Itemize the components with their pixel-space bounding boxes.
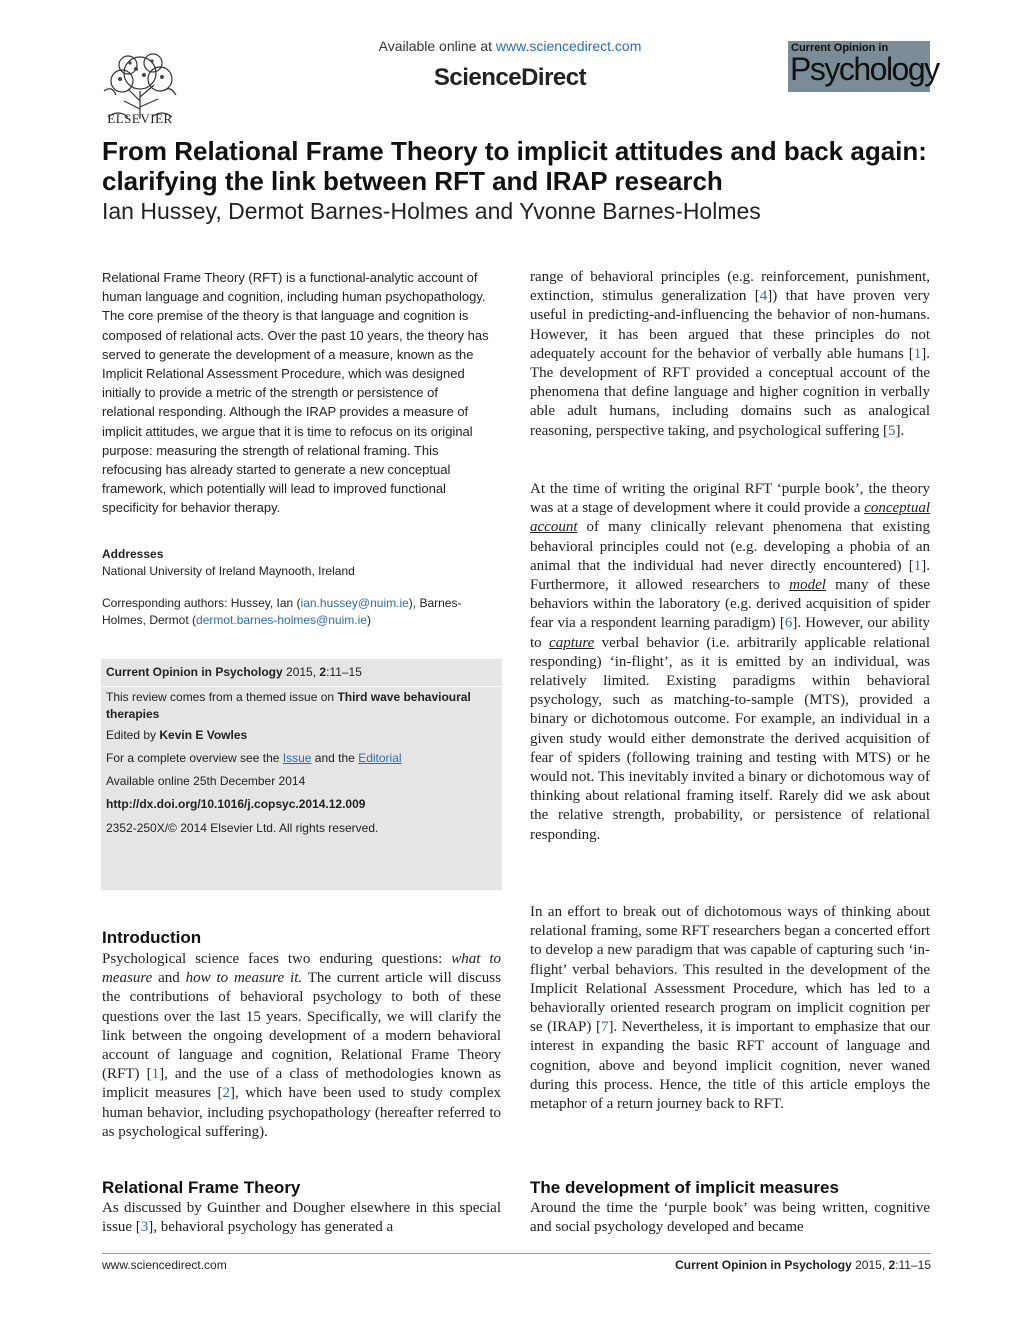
right-paragraph-1	[530, 268, 930, 441]
article-title: From Relational Frame Theory to implicit attitudes and back again: clarifying the link between RFT and IRAP research	[102, 136, 927, 196]
editor-name: Kevin E Vowles	[159, 728, 248, 742]
ref-link-4[interactable]: 4	[759, 288, 768, 305]
r2-text-c: ]. Furthermore, it allowed researchers to	[530, 557, 930, 594]
journal-badge-top: Current Opinion in	[791, 42, 889, 54]
ref-link-7[interactable]: 7	[601, 1019, 609, 1036]
right-paragraph-3	[530, 903, 930, 1114]
ref-link-1[interactable]: 1	[151, 1066, 160, 1083]
rft-paragraph	[102, 1199, 501, 1237]
introduction-heading: Introduction	[102, 928, 202, 947]
infobox-volume: 2	[319, 665, 327, 679]
footer-journal: Current Opinion in Psychology	[675, 1258, 852, 1272]
infobox-divider	[101, 686, 502, 687]
email-link-hussey[interactable]: ian.hussey@nuim.ie	[300, 596, 409, 610]
r2-text-a: At the time of writing the original RFT ‘purple book’, the theory was at a stage of development where it could provide a	[530, 481, 930, 517]
intro-text-d: ], and the use of a class of methodologies known as implicit measures [	[102, 1066, 501, 1102]
infobox-overview	[106, 750, 498, 767]
rft-text-a: As discussed by Guinther and Dougher elsewhere in this special issue [	[102, 1200, 501, 1236]
development-paragraph: Around the time the ‘purple book’ was being written, cognitive and social psychology developed and became	[530, 1200, 930, 1236]
issue-link[interactable]: Issue	[282, 751, 312, 765]
available-prefix: Available online at	[378, 38, 492, 54]
rft-heading: Relational Frame Theory	[102, 1178, 301, 1197]
footer-year: 2015,	[855, 1258, 886, 1272]
ref-link-1b[interactable]: 1	[913, 345, 922, 362]
infobox-editor	[106, 727, 498, 744]
available-online-line	[300, 38, 720, 54]
ref-link-1c[interactable]: 1	[913, 557, 922, 574]
r2-emphasis-conceptual: conceptual account	[530, 500, 930, 536]
intro-emphasis-how: how to measure it.	[185, 970, 303, 987]
introduction-paragraph	[102, 950, 501, 1142]
addresses-heading: Addresses	[102, 547, 164, 561]
r2-text-b: of many clinically relevant phenomena that existing behavioral principles could not (e.g. developing a phobia of an animal that the individual had never directly encountered) [	[530, 519, 930, 574]
ref-link-3[interactable]: 3	[140, 1219, 149, 1236]
intro-text-a: Psychological science faces two enduring questions:	[102, 951, 452, 967]
infobox-copyright: 2352-250X/© 2014 Elsevier Ltd. All rights reserved.	[106, 821, 379, 835]
r2-text-f: verbal behavior (i.e. arbitrarily applicable relational responding) ‘in-flight’, as it is emitted by an individual, was relatively limited. Existing paradigms within behavioral psychology, such as matching-to-sample (MTS), provided a binary or dichotomous outcome. For example, an individual in a given study would either demonstrate the derived acquisition of fear of spiders (following training and testing with MTS) or he would not. This inevitably invited a binary or dichotomous way of thinking about relational framing itself. Rarely did we ask about the relative strength, probability, or persistence of relational responding.	[530, 634, 930, 843]
theme-prefix: This review comes from a themed issue on	[106, 690, 335, 704]
footer-pages: :11–15	[895, 1258, 931, 1272]
corr-prefix: Corresponding authors: Hussey, Ian (	[102, 596, 301, 610]
infobox-citation	[106, 664, 498, 681]
ref-link-6[interactable]: 6	[784, 615, 793, 632]
infobox-pages: :11–15	[326, 665, 362, 679]
sciencedirect-link[interactable]: www.sciencedirect.com	[495, 38, 642, 54]
corresponding-authors	[102, 595, 494, 629]
r1-text-a: range of behavioral principles (e.g. reinforcement, punishment, extinction, stimulus generalization [	[530, 269, 930, 305]
r3-text-a: In an effort to break out of dichotomous ways of thinking about relational framing, some RFT researchers began a concerted effort to develop a new paradigm that was capable of capturing such ‘in-flight’ verbal behaviors. This resulted in the development of the Implicit Relational Assessment Procedure, which has led to a behaviorally oriented research program on implicit cognition per se (IRAP) [	[530, 904, 930, 1036]
intro-emphasis-what: what to measure	[102, 951, 501, 987]
intro-text-c: The current article will discuss the contributions of behavioral psychology to both of these questions over the last 15 years. Specifically, we will clarify the link between the ongoing development of a modern behavioral account of language and cognition, Relational Frame Theory (RFT) [	[102, 970, 501, 1083]
infobox-theme	[106, 689, 498, 723]
rft-text-b: ], behavioral psychology has generated a	[148, 1219, 394, 1236]
r2-emphasis-model: model	[789, 577, 826, 594]
footer-volume: 2	[888, 1258, 896, 1272]
overview-and: and the	[314, 751, 355, 765]
journal-badge-title: Psychology	[790, 51, 939, 87]
sciencedirect-brand: ScienceDirect	[433, 64, 587, 91]
corr-mid: ), Barnes-Holmes, Dermot (	[102, 596, 462, 627]
r1-text-d: ].	[895, 422, 905, 439]
right-paragraph-2	[530, 480, 930, 845]
email-link-barnes-holmes[interactable]: dermot.barnes-holmes@nuim.ie	[196, 613, 367, 627]
journal-cover-badge	[788, 41, 939, 92]
infobox-available: Available online 25th December 2014	[106, 774, 306, 788]
ref-link-2[interactable]: 2	[222, 1085, 231, 1102]
development-heading: The development of implicit measures	[530, 1178, 839, 1197]
corr-suffix: )	[366, 613, 371, 627]
infobox-journal: Current Opinion in Psychology	[106, 665, 283, 679]
edited-prefix: Edited by	[106, 728, 157, 742]
footer-divider	[102, 1253, 931, 1254]
intro-text-e: ], which have been used to study complex human behavior, including psychopathology (hereafter referred to as psychological suffering).	[102, 1085, 502, 1140]
r2-emphasis-capture: capture	[549, 634, 595, 651]
editorial-link[interactable]: Editorial	[358, 751, 402, 765]
address-text: National University of Ireland Maynooth, Ireland	[102, 564, 355, 578]
r2-text-e: ]. However, our ability to	[530, 615, 930, 651]
article-info-box	[101, 659, 502, 890]
theme-name: Third wave behavioural therapies	[106, 690, 471, 721]
footer-citation	[675, 1258, 931, 1272]
r2-text-d: many of these behaviors within the laboratory (e.g. derived acquisition of spider fear via a respondent learning paradigm) [	[530, 577, 930, 632]
ref-link-5[interactable]: 5	[887, 422, 896, 439]
r1-text-b: ]) that have proven very useful in predicting-and-influencing the behavior of non-humans. However, it has been argued that these principles do not adequately account for the behavior of verbally able humans [	[530, 288, 931, 362]
abstract-text: Relational Frame Theory (RFT) is a functional-analytic account of human language and cognition, including human psychopathology. The core premise of the theory is that language and cognition is composed of relational acts. Over the past 10 years, the theory has served to generate the development of a measure, known as the Implicit Relational Assessment Procedure, which was designed initially to provide a metric of the strength or persistence of relational responding. Although the IRAP provides a measure of implicit attitudes, we argue that it is time to refocus on its original purpose: measuring the strength of relational framing. This refocusing has already started to generate a new conceptual framework, which potentially will lead to improved functional specificity for behavior therapy.	[102, 270, 489, 516]
elsevier-wordmark: ELSEVIER	[107, 111, 173, 126]
infobox-year: 2015,	[286, 665, 317, 679]
r1-text-c: ]. The development of RFT provided a conceptual account of the phenomena that define language and higher cognition in verbally able adult humans, including domains such as analogical reasoning, perspective taking, and psychological suffering [	[530, 345, 930, 439]
r3-text-b: ]. Nevertheless, it is important to emphasize that our interest in expanding the basic RFT account of language and cognition, above and beyond implicit cognition, never waned during this process. Hence, the title of this article employs the metaphor of a return journey back to RFT.	[530, 1019, 931, 1113]
doi-link[interactable]: http://dx.doi.org/10.1016/j.copsyc.2014.12.009	[106, 797, 366, 811]
footer-site: www.sciencedirect.com	[102, 1258, 227, 1272]
intro-text-b: and	[152, 970, 186, 987]
article-authors: Ian Hussey, Dermot Barnes-Holmes and Yvonne Barnes-Holmes	[102, 198, 761, 224]
overview-prefix: For a complete overview see the	[106, 751, 280, 765]
